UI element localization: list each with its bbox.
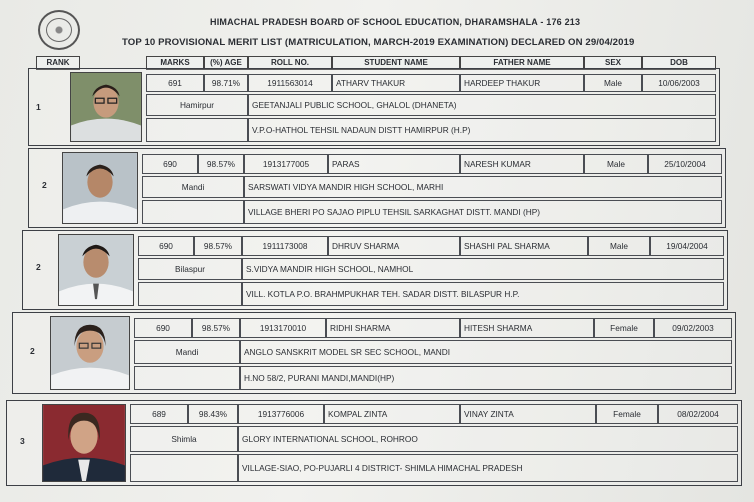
student-photo-4 bbox=[50, 316, 130, 390]
board-seal-icon bbox=[38, 10, 80, 50]
col-roll: ROLL NO. bbox=[248, 56, 332, 70]
col-student: STUDENT NAME bbox=[332, 56, 460, 70]
father-name: HITESH SHARMA bbox=[460, 318, 594, 338]
student-photo-3 bbox=[58, 234, 134, 306]
student-name: ATHARV THAKUR bbox=[332, 74, 460, 92]
col-sex: SEX bbox=[584, 56, 642, 70]
blank-cell bbox=[134, 366, 240, 390]
school-name: SARSWATI VIDYA MANDIR HIGH SCHOOL, MARHI bbox=[244, 176, 722, 198]
district-value: Shimla bbox=[130, 426, 238, 452]
father-name: HARDEEP THAKUR bbox=[460, 74, 584, 92]
roll-value: 1913177005 bbox=[244, 154, 328, 174]
dob-value: 08/02/2004 bbox=[658, 404, 738, 424]
address-value: VILLAGE-SIAO, PO-PUJARLI 4 DISTRICT- SHIMLA HIMACHAL PRADESH bbox=[238, 454, 738, 482]
col-dob: DOB bbox=[642, 56, 716, 70]
address-value: VILL. KOTLA P.O. BRAHMPUKHAR TEH. SADAR DISTT. BILASPUR H.P. bbox=[242, 282, 724, 306]
col-age: (%) AGE bbox=[204, 56, 248, 70]
percent-value: 98.57% bbox=[198, 154, 244, 174]
marks-value: 690 bbox=[138, 236, 194, 256]
marks-value: 689 bbox=[130, 404, 188, 424]
page-title: TOP 10 PROVISIONAL MERIT LIST (MATRICULATION, MARCH-2019 EXAMINATION) DECLARED ON 29/04/2019 bbox=[122, 37, 635, 48]
sex-value: Male bbox=[588, 236, 650, 256]
dob-value: 09/02/2003 bbox=[654, 318, 732, 338]
percent-value: 98.57% bbox=[192, 318, 240, 338]
percent-value: 98.71% bbox=[204, 74, 248, 92]
col-father: FATHER NAME bbox=[460, 56, 584, 70]
blank-cell bbox=[142, 200, 244, 224]
student-name: DHRUV SHARMA bbox=[328, 236, 460, 256]
father-name: NARESH KUMAR bbox=[460, 154, 584, 174]
address-value: V.P.O-HATHOL TEHSIL NADAUN DISTT HAMIRPUR (H.P) bbox=[248, 118, 716, 142]
father-name: SHASHI PAL SHARMA bbox=[460, 236, 588, 256]
district-value: Mandi bbox=[142, 176, 244, 198]
percent-value: 98.43% bbox=[188, 404, 238, 424]
roll-value: 1911563014 bbox=[248, 74, 332, 92]
student-name: PARAS bbox=[328, 154, 460, 174]
roll-value: 1913170010 bbox=[240, 318, 326, 338]
rank-value: 2 bbox=[42, 180, 47, 190]
district-value: Bilaspur bbox=[138, 258, 242, 280]
student-name: KOMPAL ZINTA bbox=[324, 404, 460, 424]
sex-value: Female bbox=[596, 404, 658, 424]
school-name: GLORY INTERNATIONAL SCHOOL, ROHROO bbox=[238, 426, 738, 452]
school-name: GEETANJALI PUBLIC SCHOOL, GHALOL (DHANETA) bbox=[248, 94, 716, 116]
address-value: VILLAGE BHERI PO SAJAO PIPLU TEHSIL SARKAGHAT DISTT. MANDI (HP) bbox=[244, 200, 722, 224]
sex-value: Male bbox=[584, 154, 648, 174]
col-rank: RANK bbox=[36, 56, 80, 70]
rank-value: 2 bbox=[30, 346, 35, 356]
student-photo-5 bbox=[42, 404, 126, 482]
sex-value: Male bbox=[584, 74, 642, 92]
district-value: Mandi bbox=[134, 340, 240, 364]
district-value: Hamirpur bbox=[146, 94, 248, 116]
rank-value: 1 bbox=[36, 102, 41, 112]
roll-value: 1911173008 bbox=[242, 236, 328, 256]
rank-value: 2 bbox=[36, 262, 41, 272]
blank-cell bbox=[146, 118, 248, 142]
school-name: ANGLO SANSKRIT MODEL SR SEC SCHOOL, MANDI bbox=[240, 340, 732, 364]
blank-cell bbox=[130, 454, 238, 482]
student-photo-2 bbox=[62, 152, 138, 224]
sex-value: Female bbox=[594, 318, 654, 338]
rank-value: 3 bbox=[20, 436, 25, 446]
marks-value: 690 bbox=[134, 318, 192, 338]
percent-value: 98.57% bbox=[194, 236, 242, 256]
blank-cell bbox=[138, 282, 242, 306]
student-photo-1 bbox=[70, 72, 142, 142]
school-name: S.VIDYA MANDIR HIGH SCHOOL, NAMHOL bbox=[242, 258, 724, 280]
address-value: H.NO 58/2, PURANI MANDI,MANDI(HP) bbox=[240, 366, 732, 390]
dob-value: 19/04/2004 bbox=[650, 236, 724, 256]
marks-value: 691 bbox=[146, 74, 204, 92]
student-name: RIDHI SHARMA bbox=[326, 318, 460, 338]
dob-value: 25/10/2004 bbox=[648, 154, 722, 174]
father-name: VINAY ZINTA bbox=[460, 404, 596, 424]
col-marks: MARKS bbox=[146, 56, 204, 70]
roll-value: 1913776006 bbox=[238, 404, 324, 424]
board-name: HIMACHAL PRADESH BOARD OF SCHOOL EDUCATION, DHARAMSHALA - 176 213 bbox=[210, 17, 581, 27]
dob-value: 10/06/2003 bbox=[642, 74, 716, 92]
marks-value: 690 bbox=[142, 154, 198, 174]
